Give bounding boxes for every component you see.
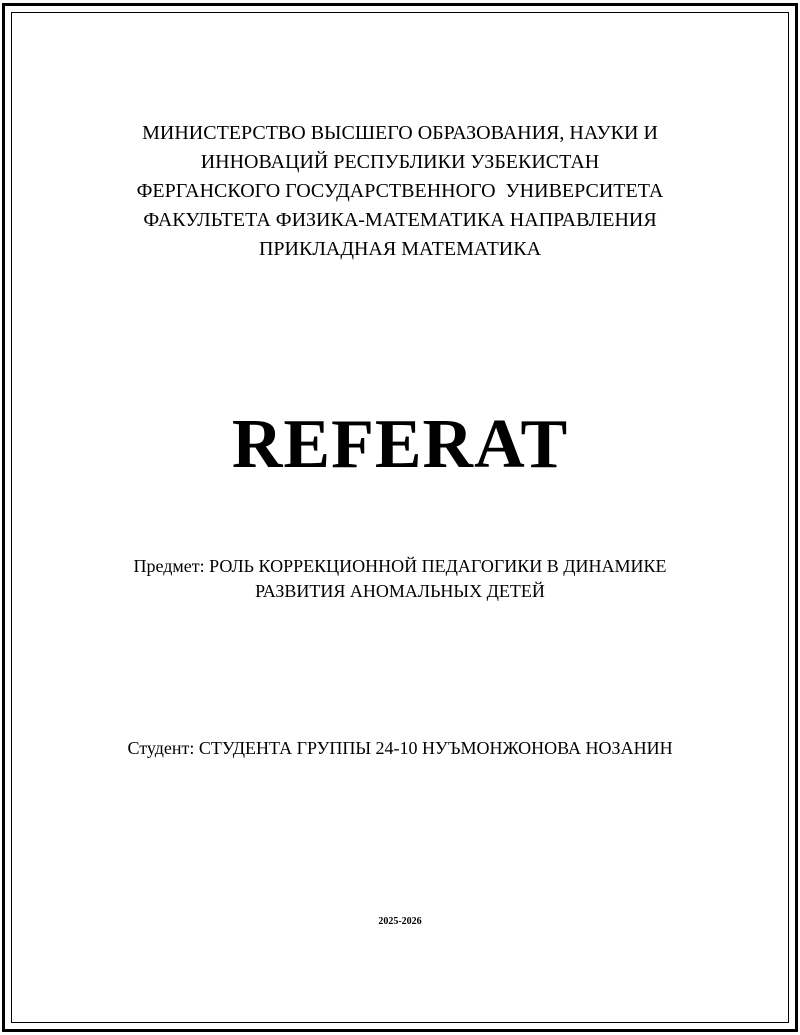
header-line-faculty: ФАКУЛЬТЕТА ФИЗИКА-МАТЕМАТИКА НАПРАВЛЕНИЯ (143, 209, 657, 231)
subject-block (0, 554, 800, 604)
subject-line-2: РАЗВИТИЯ АНОМАЛЬНЫХ ДЕТЕЙ (255, 581, 545, 601)
academic-year: 2025-2026 (378, 916, 422, 927)
header-line-ministry: МИНИСТЕРСТВО ВЫСШЕГО ОБРАЗОВАНИЯ, НАУКИ И (142, 122, 658, 144)
document-title: REFERAT (231, 406, 569, 483)
header-line-republic: ИННОВАЦИЙ РЕСПУБЛИКИ УЗБЕКИСТАН (200, 151, 600, 173)
student-line: Студент: СТУДЕНТА ГРУППЫ 24-10 НУЪМОНЖОНОВА НОЗАНИН (127, 738, 673, 758)
subject-line-1: Предмет: РОЛЬ КОРРЕКЦИОННОЙ ПЕДАГОГИКИ В ДИНАМИКЕ (133, 556, 667, 576)
institution-header (0, 119, 800, 264)
header-line-direction: ПРИКЛАДНАЯ МАТЕМАТИКА (258, 238, 542, 260)
header-line-university: ФЕРГАНСКОГО ГОСУДАРСТВЕННОГО УНИВЕРСИТЕТА (136, 180, 664, 202)
